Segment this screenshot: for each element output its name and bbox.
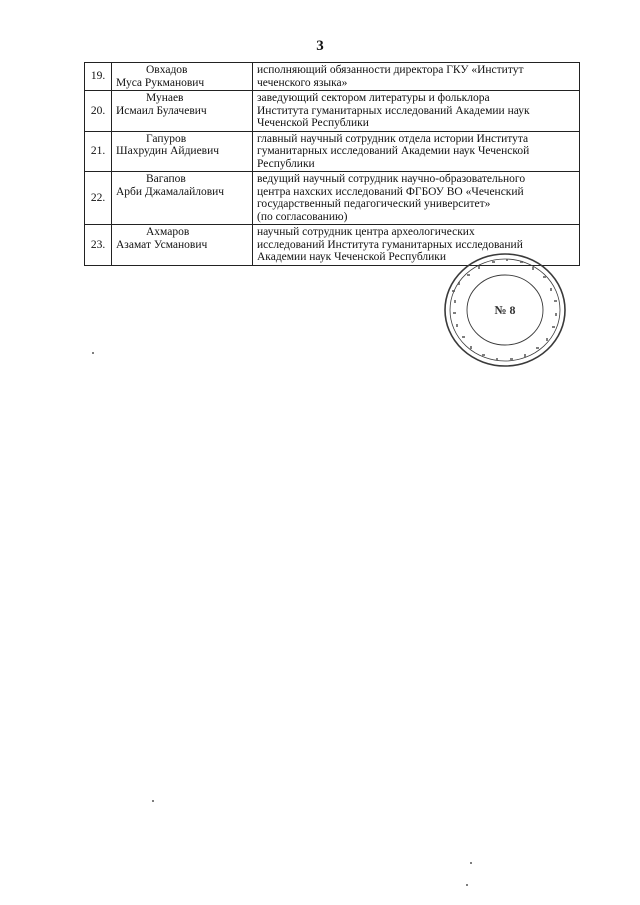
row-number: 21.	[85, 131, 112, 172]
row-number: 23.	[85, 225, 112, 266]
member-given-names: Муса Рукманович	[116, 76, 205, 89]
position-line: чеченского языка»	[257, 76, 348, 89]
position-line: государственный педагогический университет»	[257, 198, 491, 210]
member-name	[112, 131, 253, 172]
member-position	[253, 131, 580, 172]
scan-speck	[152, 800, 154, 802]
member-position	[253, 63, 580, 91]
members-table	[84, 62, 580, 266]
member-surname: Овхадов	[146, 64, 188, 76]
position-line: Чеченской Республики	[257, 117, 369, 129]
member-given-names: Азамат Усманович	[116, 238, 208, 251]
position-line: Института гуманитарных исследований Академии наук	[257, 104, 530, 117]
official-seal	[440, 250, 570, 370]
page-number: 3	[316, 38, 324, 54]
member-given-names: Арби Джамалайлович	[116, 185, 225, 198]
member-surname: Гапуров	[146, 132, 187, 145]
member-name	[112, 172, 253, 225]
position-line: главный научный сотрудник отдела истории Института	[257, 132, 529, 145]
position-line: Республики	[257, 157, 315, 170]
position-line: заведующий сектором литературы и фольклора	[257, 92, 490, 104]
position-line: (по согласованию)	[257, 210, 348, 223]
scan-speck	[466, 884, 468, 886]
position-line: исследований Института гуманитарных исследований	[257, 238, 523, 251]
member-name	[112, 225, 253, 266]
row-number: 19.	[85, 63, 112, 91]
member-name	[112, 91, 253, 132]
table-row	[85, 91, 580, 132]
table-row	[85, 131, 580, 172]
row-number: 22.	[85, 172, 112, 225]
position-line: Академии наук Чеченской Республики	[257, 251, 447, 263]
row-number: 20.	[85, 91, 112, 132]
position-line: гуманитарных исследований Академии наук Чеченской	[257, 145, 530, 157]
member-name	[112, 63, 253, 91]
position-line: центра нахских исследований ФГБОУ ВО «Чеченский	[257, 185, 524, 198]
scan-speck	[470, 862, 472, 864]
members-table-body	[85, 63, 580, 266]
member-position	[253, 91, 580, 132]
member-surname: Мунаев	[146, 92, 184, 104]
seal-number: № 8	[494, 303, 516, 317]
member-given-names: Шахрудин Айдиевич	[116, 145, 220, 157]
table-row	[85, 63, 580, 91]
member-surname: Вагапов	[146, 173, 186, 185]
scan-speck	[92, 352, 94, 354]
member-given-names: Исмаил Булачевич	[116, 104, 207, 117]
member-surname: Ахмаров	[146, 226, 190, 238]
member-position	[253, 172, 580, 225]
position-line: исполняющий обязанности директора ГКУ «Институт	[257, 64, 524, 76]
table-row	[85, 172, 580, 225]
position-line: научный сотрудник центра археологических	[257, 226, 475, 238]
position-line: ведущий научный сотрудник научно-образовательного	[257, 173, 526, 185]
